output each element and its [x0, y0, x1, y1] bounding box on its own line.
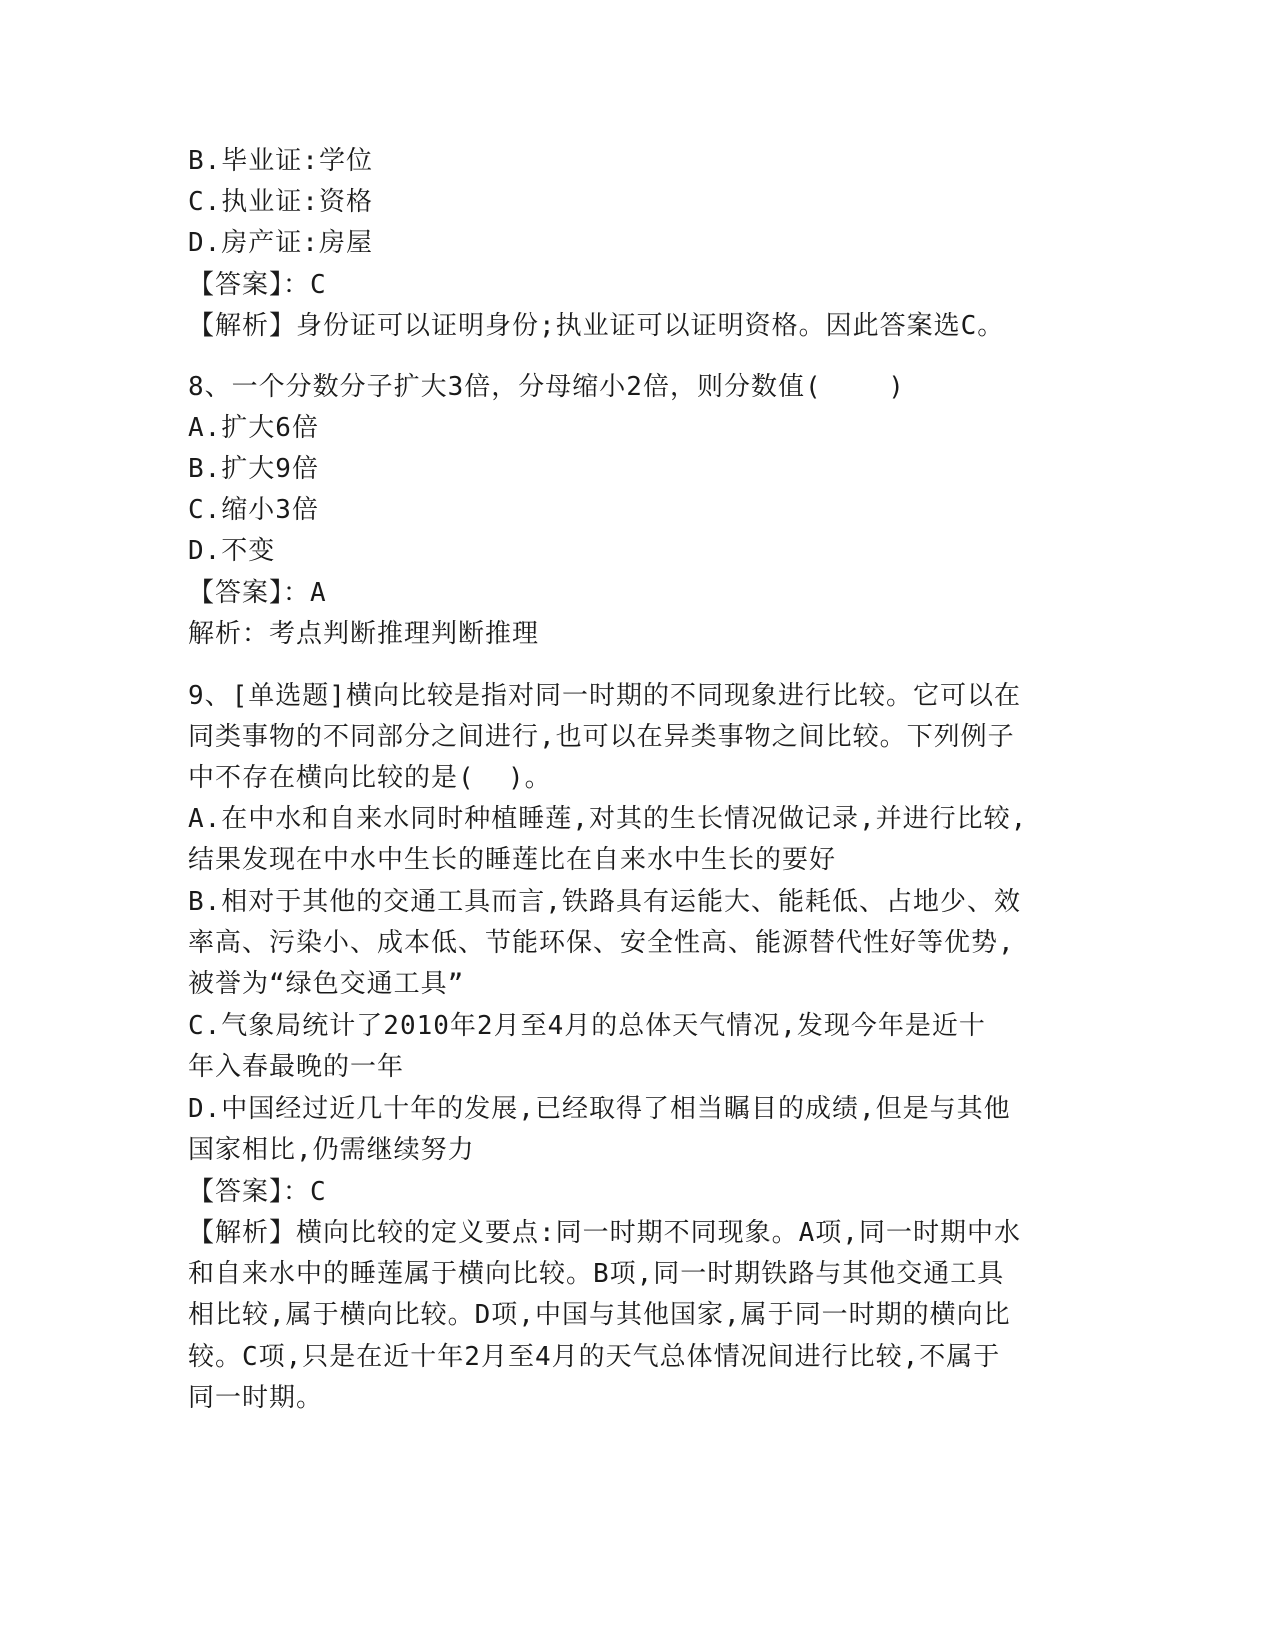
q9-option-a-line: 结果发现在中水中生长的睡莲比在自来水中生长的要好 — [188, 845, 837, 875]
q9-question-line: 中不存在横向比较的是( )。 — [188, 763, 552, 793]
q9-option-c-line: 年入春最晚的一年 — [188, 1052, 405, 1082]
q9-option-a-line: A.在中水和自来水同时种植睡莲,对其的生长情况做记录,并进行比较, — [188, 804, 1028, 834]
q8-analysis: 解析：考点判断推理判断推理 — [188, 619, 540, 649]
q8-option-d: D.不变 — [188, 536, 276, 566]
q9-option-b-line: B.相对于其他的交通工具而言,铁路具有运能大、能耗低、占地少、效 — [188, 887, 1021, 917]
q9-question-line: 9、[单选题]横向比较是指对同一时期的不同现象进行比较。它可以在 — [188, 681, 1021, 711]
q9-answer: 【答案】：C — [188, 1177, 327, 1207]
q9-analysis-line: 【解析】横向比较的定义要点:同一时期不同现象。A项,同一时期中水 — [188, 1218, 1021, 1248]
q7-option-c: C.执业证:资格 — [188, 187, 373, 217]
q9-option-b-line: 被誉为“绿色交通工具” — [188, 969, 465, 999]
q7-analysis: 【解析】身份证可以证明身份;执业证可以证明资格。因此答案选C。 — [188, 311, 1005, 341]
q7-option-d: D.房产证:房屋 — [188, 228, 373, 258]
q8-question: 8、一个分数分子扩大3倍，分母缩小2倍，则分数值( ) — [188, 372, 905, 402]
q7-option-b: B.毕业证:学位 — [188, 146, 373, 176]
q9-analysis-line: 同一时期。 — [188, 1383, 324, 1413]
q9-option-d-line: D.中国经过近几十年的发展,已经取得了相当瞩目的成绩,但是与其他 — [188, 1094, 1011, 1124]
q8-option-b: B.扩大9倍 — [188, 454, 319, 484]
q9-option-b-line: 率高、污染小、成本低、节能环保、安全性高、能源替代性好等优势, — [188, 928, 1015, 958]
q9-analysis-line: 较。C项,只是在近十年2月至4月的天气总体情况间进行比较,不属于 — [188, 1342, 1001, 1372]
q8-option-a: A.扩大6倍 — [188, 413, 319, 443]
q7-answer: 【答案】：C — [188, 270, 327, 300]
q9-analysis-line: 相比较,属于横向比较。D项,中国与其他国家,属于同一时期的横向比 — [188, 1300, 1011, 1330]
q9-option-c-line: C.气象局统计了2010年2月至4月的总体天气情况,发现今年是近十 — [188, 1011, 986, 1041]
q8-answer: 【答案】：A — [188, 578, 327, 608]
q9-question-line: 同类事物的不同部分之间进行,也可以在异类事物之间比较。下列例子 — [188, 722, 1015, 752]
q9-option-d-line: 国家相比,仍需继续努力 — [188, 1135, 475, 1165]
q8-option-c: C.缩小3倍 — [188, 495, 319, 525]
q9-analysis-line: 和自来水中的睡莲属于横向比较。B项,同一时期铁路与其他交通工具 — [188, 1259, 1005, 1289]
